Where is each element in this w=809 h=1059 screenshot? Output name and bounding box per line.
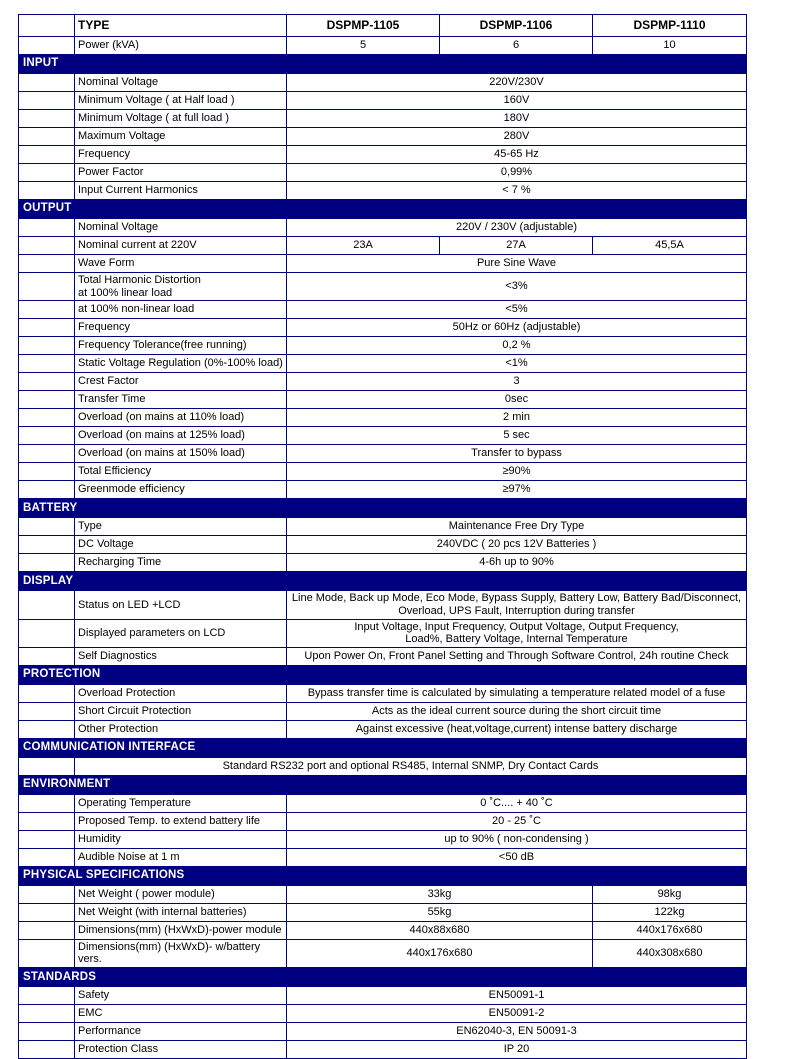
row-value: <5% <box>287 301 747 319</box>
table-row <box>19 427 747 445</box>
row-value: 20 - 25 ˚C <box>287 812 747 830</box>
row-label: Power (kVA) <box>75 37 287 55</box>
row-value: 50Hz or 60Hz (adjustable) <box>287 319 747 337</box>
row-label: Overload (on mains at 125% load) <box>75 427 287 445</box>
table-row <box>19 255 747 273</box>
row-label: Frequency <box>75 146 287 164</box>
row-value: IP 20 <box>287 1041 747 1059</box>
row-gutter <box>19 427 75 445</box>
row-value: 280V <box>287 128 747 146</box>
table-row <box>19 885 747 903</box>
row-label: Audible Noise at 1 m <box>75 848 287 866</box>
row-gutter <box>19 92 75 110</box>
header-type-label: TYPE <box>75 15 287 37</box>
table-row <box>19 319 747 337</box>
row-label: Performance <box>75 1023 287 1041</box>
row-value: <1% <box>287 355 747 373</box>
row-value-3: 45,5A <box>593 237 747 255</box>
table-row <box>19 518 747 536</box>
table-row <box>19 182 747 200</box>
table-row <box>19 219 747 237</box>
row-label: DC Voltage <box>75 536 287 554</box>
row-label: Overload (on mains at 150% load) <box>75 445 287 463</box>
section-label-input: INPUT <box>19 55 747 74</box>
table-row <box>19 987 747 1005</box>
row-gutter <box>19 1005 75 1023</box>
row-value: ≥90% <box>287 463 747 481</box>
row-gutter <box>19 536 75 554</box>
table-row <box>19 720 747 738</box>
row-gutter <box>19 647 75 665</box>
row-value: 0sec <box>287 391 747 409</box>
row-value-1: 33kg <box>287 885 593 903</box>
table-row <box>19 794 747 812</box>
row-gutter <box>19 848 75 866</box>
table-row <box>19 812 747 830</box>
row-value: Pure Sine Wave <box>287 255 747 273</box>
section-label-environment: ENVIRONMENT <box>19 775 747 794</box>
row-value: EN50091-1 <box>287 987 747 1005</box>
row-label: Nominal Voltage <box>75 74 287 92</box>
row-value: Line Mode, Back up Mode, Eco Mode, Bypass Supply, Battery Low, Battery Bad/Disconnect, Overload, UPS Fault, Interruption during transfer <box>287 591 747 619</box>
row-label: Dimensions(mm) (HxWxD)-power module <box>75 921 287 939</box>
row-gutter <box>19 110 75 128</box>
table-row <box>19 619 747 647</box>
row-gutter <box>19 619 75 647</box>
row-label: Overload Protection <box>75 684 287 702</box>
row-gutter <box>19 164 75 182</box>
row-label: Nominal Voltage <box>75 219 287 237</box>
table-row <box>19 164 747 182</box>
table-row <box>19 647 747 665</box>
spec-sheet <box>0 14 809 1056</box>
row-gutter <box>19 301 75 319</box>
header-model-2: DSPMP-1106 <box>440 15 593 37</box>
row-value: EN62040-3, EN 50091-3 <box>287 1023 747 1041</box>
table-row <box>19 1023 747 1041</box>
row-gutter <box>19 373 75 391</box>
section-header-display <box>19 572 747 591</box>
table-body <box>19 15 747 1059</box>
section-label-output: OUTPUT <box>19 200 747 219</box>
row-value-2: 6 <box>440 37 593 55</box>
row-value: Input Voltage, Input Frequency, Output Voltage, Output Frequency, Load%, Battery Voltage, Internal Temperature <box>287 619 747 647</box>
row-value-3: 10 <box>593 37 747 55</box>
row-value-1: 5 <box>287 37 440 55</box>
table-header-row <box>19 15 747 37</box>
row-label: Other Protection <box>75 720 287 738</box>
row-value: Bypass transfer time is calculated by simulating a temperature related model of a fuse <box>287 684 747 702</box>
table-row <box>19 1005 747 1023</box>
table-row <box>19 445 747 463</box>
row-gutter <box>19 885 75 903</box>
row-label: Greenmode efficiency <box>75 481 287 499</box>
row-label: Overload (on mains at 110% load) <box>75 409 287 427</box>
row-label: Maximum Voltage <box>75 128 287 146</box>
section-header-environment <box>19 775 747 794</box>
row-label: Proposed Temp. to extend battery life <box>75 812 287 830</box>
row-gutter <box>19 684 75 702</box>
table-row <box>19 757 747 775</box>
row-value: Upon Power On, Front Panel Setting and Through Software Control, 24h routine Check <box>287 647 747 665</box>
row-gutter <box>19 237 75 255</box>
row-label: Protection Class <box>75 1041 287 1059</box>
row-gutter <box>19 757 75 775</box>
row-value: 220V / 230V (adjustable) <box>287 219 747 237</box>
table-row <box>19 92 747 110</box>
table-row <box>19 301 747 319</box>
table-row <box>19 684 747 702</box>
row-label: EMC <box>75 1005 287 1023</box>
row-value: Maintenance Free Dry Type <box>287 518 747 536</box>
row-gutter <box>19 1023 75 1041</box>
header-model-3: DSPMP-1110 <box>593 15 747 37</box>
table-row <box>19 128 747 146</box>
row-label: Short Circuit Protection <box>75 702 287 720</box>
table-row <box>19 536 747 554</box>
section-label-standards: STANDARDS <box>19 968 747 987</box>
section-label-protection: PROTECTION <box>19 665 747 684</box>
row-gutter <box>19 219 75 237</box>
table-row <box>19 830 747 848</box>
table-row <box>19 848 747 866</box>
row-gutter <box>19 445 75 463</box>
row-gutter <box>19 921 75 939</box>
table-row <box>19 337 747 355</box>
row-value: EN50091-2 <box>287 1005 747 1023</box>
row-value: < 7 % <box>287 182 747 200</box>
row-label: Humidity <box>75 830 287 848</box>
table-row <box>19 463 747 481</box>
row-gutter <box>19 146 75 164</box>
header-gutter <box>19 15 75 37</box>
table-row <box>19 1041 747 1059</box>
row-label: Net Weight ( power module) <box>75 885 287 903</box>
section-header-battery <box>19 499 747 518</box>
table-row <box>19 237 747 255</box>
row-gutter <box>19 812 75 830</box>
row-gutter <box>19 720 75 738</box>
row-value: ≥97% <box>287 481 747 499</box>
row-gutter <box>19 1041 75 1059</box>
section-label-communication: COMMUNICATION INTERFACE <box>19 738 747 757</box>
row-gutter <box>19 74 75 92</box>
row-gutter <box>19 518 75 536</box>
row-gutter <box>19 939 75 967</box>
row-value-2: 98kg <box>593 885 747 903</box>
row-label: Nominal current at 220V <box>75 237 287 255</box>
table-row <box>19 146 747 164</box>
row-label: Recharging Time <box>75 554 287 572</box>
section-header-communication <box>19 738 747 757</box>
table-row <box>19 391 747 409</box>
header-model-1: DSPMP-1105 <box>287 15 440 37</box>
row-gutter <box>19 37 75 55</box>
row-label: Crest Factor <box>75 373 287 391</box>
row-value: 3 <box>287 373 747 391</box>
table-row <box>19 903 747 921</box>
row-value: Standard RS232 port and optional RS485, Internal SNMP, Dry Contact Cards <box>75 757 747 775</box>
row-gutter <box>19 903 75 921</box>
row-value: Acts as the ideal current source during the short circuit time <box>287 702 747 720</box>
section-header-output <box>19 200 747 219</box>
row-value: 0 ˚C.... + 40 ˚C <box>287 794 747 812</box>
row-gutter <box>19 273 75 301</box>
row-value: 4-6h up to 90% <box>287 554 747 572</box>
table-row <box>19 554 747 572</box>
table-row <box>19 591 747 619</box>
row-value-1: 23A <box>287 237 440 255</box>
row-label: Wave Form <box>75 255 287 273</box>
table-row <box>19 273 747 301</box>
row-label: Self Diagnostics <box>75 647 287 665</box>
row-label: Total Harmonic Distortion at 100% linear load <box>75 273 287 301</box>
row-value: 0,99% <box>287 164 747 182</box>
row-label: Frequency <box>75 319 287 337</box>
row-label: Net Weight (with internal batteries) <box>75 903 287 921</box>
row-label: Type <box>75 518 287 536</box>
row-label: Status on LED +LCD <box>75 591 287 619</box>
row-gutter <box>19 409 75 427</box>
table-row <box>19 409 747 427</box>
row-label: Static Voltage Regulation (0%-100% load) <box>75 355 287 373</box>
row-value: Transfer to bypass <box>287 445 747 463</box>
row-label: Power Factor <box>75 164 287 182</box>
row-gutter <box>19 830 75 848</box>
row-label: Minimum Voltage ( at Half load ) <box>75 92 287 110</box>
row-gutter <box>19 182 75 200</box>
table-row <box>19 702 747 720</box>
row-value-1: 440x88x680 <box>287 921 593 939</box>
row-value-2: 27A <box>440 237 593 255</box>
section-label-battery: BATTERY <box>19 499 747 518</box>
row-gutter <box>19 337 75 355</box>
row-label: Frequency Tolerance(free running) <box>75 337 287 355</box>
row-gutter <box>19 702 75 720</box>
table-row <box>19 481 747 499</box>
row-label: Input Current Harmonics <box>75 182 287 200</box>
row-label: Dimensions(mm) (HxWxD)- w/battery vers. <box>75 939 287 967</box>
row-label: at 100% non-linear load <box>75 301 287 319</box>
table-row <box>19 37 747 55</box>
section-label-display: DISPLAY <box>19 572 747 591</box>
row-gutter <box>19 128 75 146</box>
section-header-physical <box>19 866 747 885</box>
row-value-2: 440x176x680 <box>593 921 747 939</box>
table-row <box>19 355 747 373</box>
table-row <box>19 110 747 128</box>
section-label-physical: PHYSICAL SPECIFICATIONS <box>19 866 747 885</box>
row-value-1: 55kg <box>287 903 593 921</box>
row-gutter <box>19 255 75 273</box>
row-label: Safety <box>75 987 287 1005</box>
row-value: Against excessive (heat,voltage,current) intense battery discharge <box>287 720 747 738</box>
row-label: Minimum Voltage ( at full load ) <box>75 110 287 128</box>
row-value-2: 122kg <box>593 903 747 921</box>
row-gutter <box>19 319 75 337</box>
row-value: up to 90% ( non-condensing ) <box>287 830 747 848</box>
row-value-1: 440x176x680 <box>287 939 593 967</box>
row-value: 240VDC ( 20 pcs 12V Batteries ) <box>287 536 747 554</box>
table-row <box>19 373 747 391</box>
row-value: 180V <box>287 110 747 128</box>
row-label: Transfer Time <box>75 391 287 409</box>
row-value: 2 min <box>287 409 747 427</box>
row-label: Operating Temperature <box>75 794 287 812</box>
row-value: <3% <box>287 273 747 301</box>
specification-table <box>18 14 747 1059</box>
row-value: <50 dB <box>287 848 747 866</box>
table-row <box>19 74 747 92</box>
row-value: 0,2 % <box>287 337 747 355</box>
row-value: 5 sec <box>287 427 747 445</box>
section-header-standards <box>19 968 747 987</box>
row-value: 160V <box>287 92 747 110</box>
section-header-protection <box>19 665 747 684</box>
row-value: 45-65 Hz <box>287 146 747 164</box>
row-gutter <box>19 554 75 572</box>
table-row <box>19 921 747 939</box>
row-gutter <box>19 391 75 409</box>
row-label: Displayed parameters on LCD <box>75 619 287 647</box>
row-gutter <box>19 481 75 499</box>
row-label: Total Efficiency <box>75 463 287 481</box>
row-gutter <box>19 463 75 481</box>
row-gutter <box>19 794 75 812</box>
row-gutter <box>19 591 75 619</box>
row-value: 220V/230V <box>287 74 747 92</box>
row-gutter <box>19 987 75 1005</box>
row-gutter <box>19 355 75 373</box>
table-row <box>19 939 747 967</box>
section-header-input <box>19 55 747 74</box>
row-value-2: 440x308x680 <box>593 939 747 967</box>
